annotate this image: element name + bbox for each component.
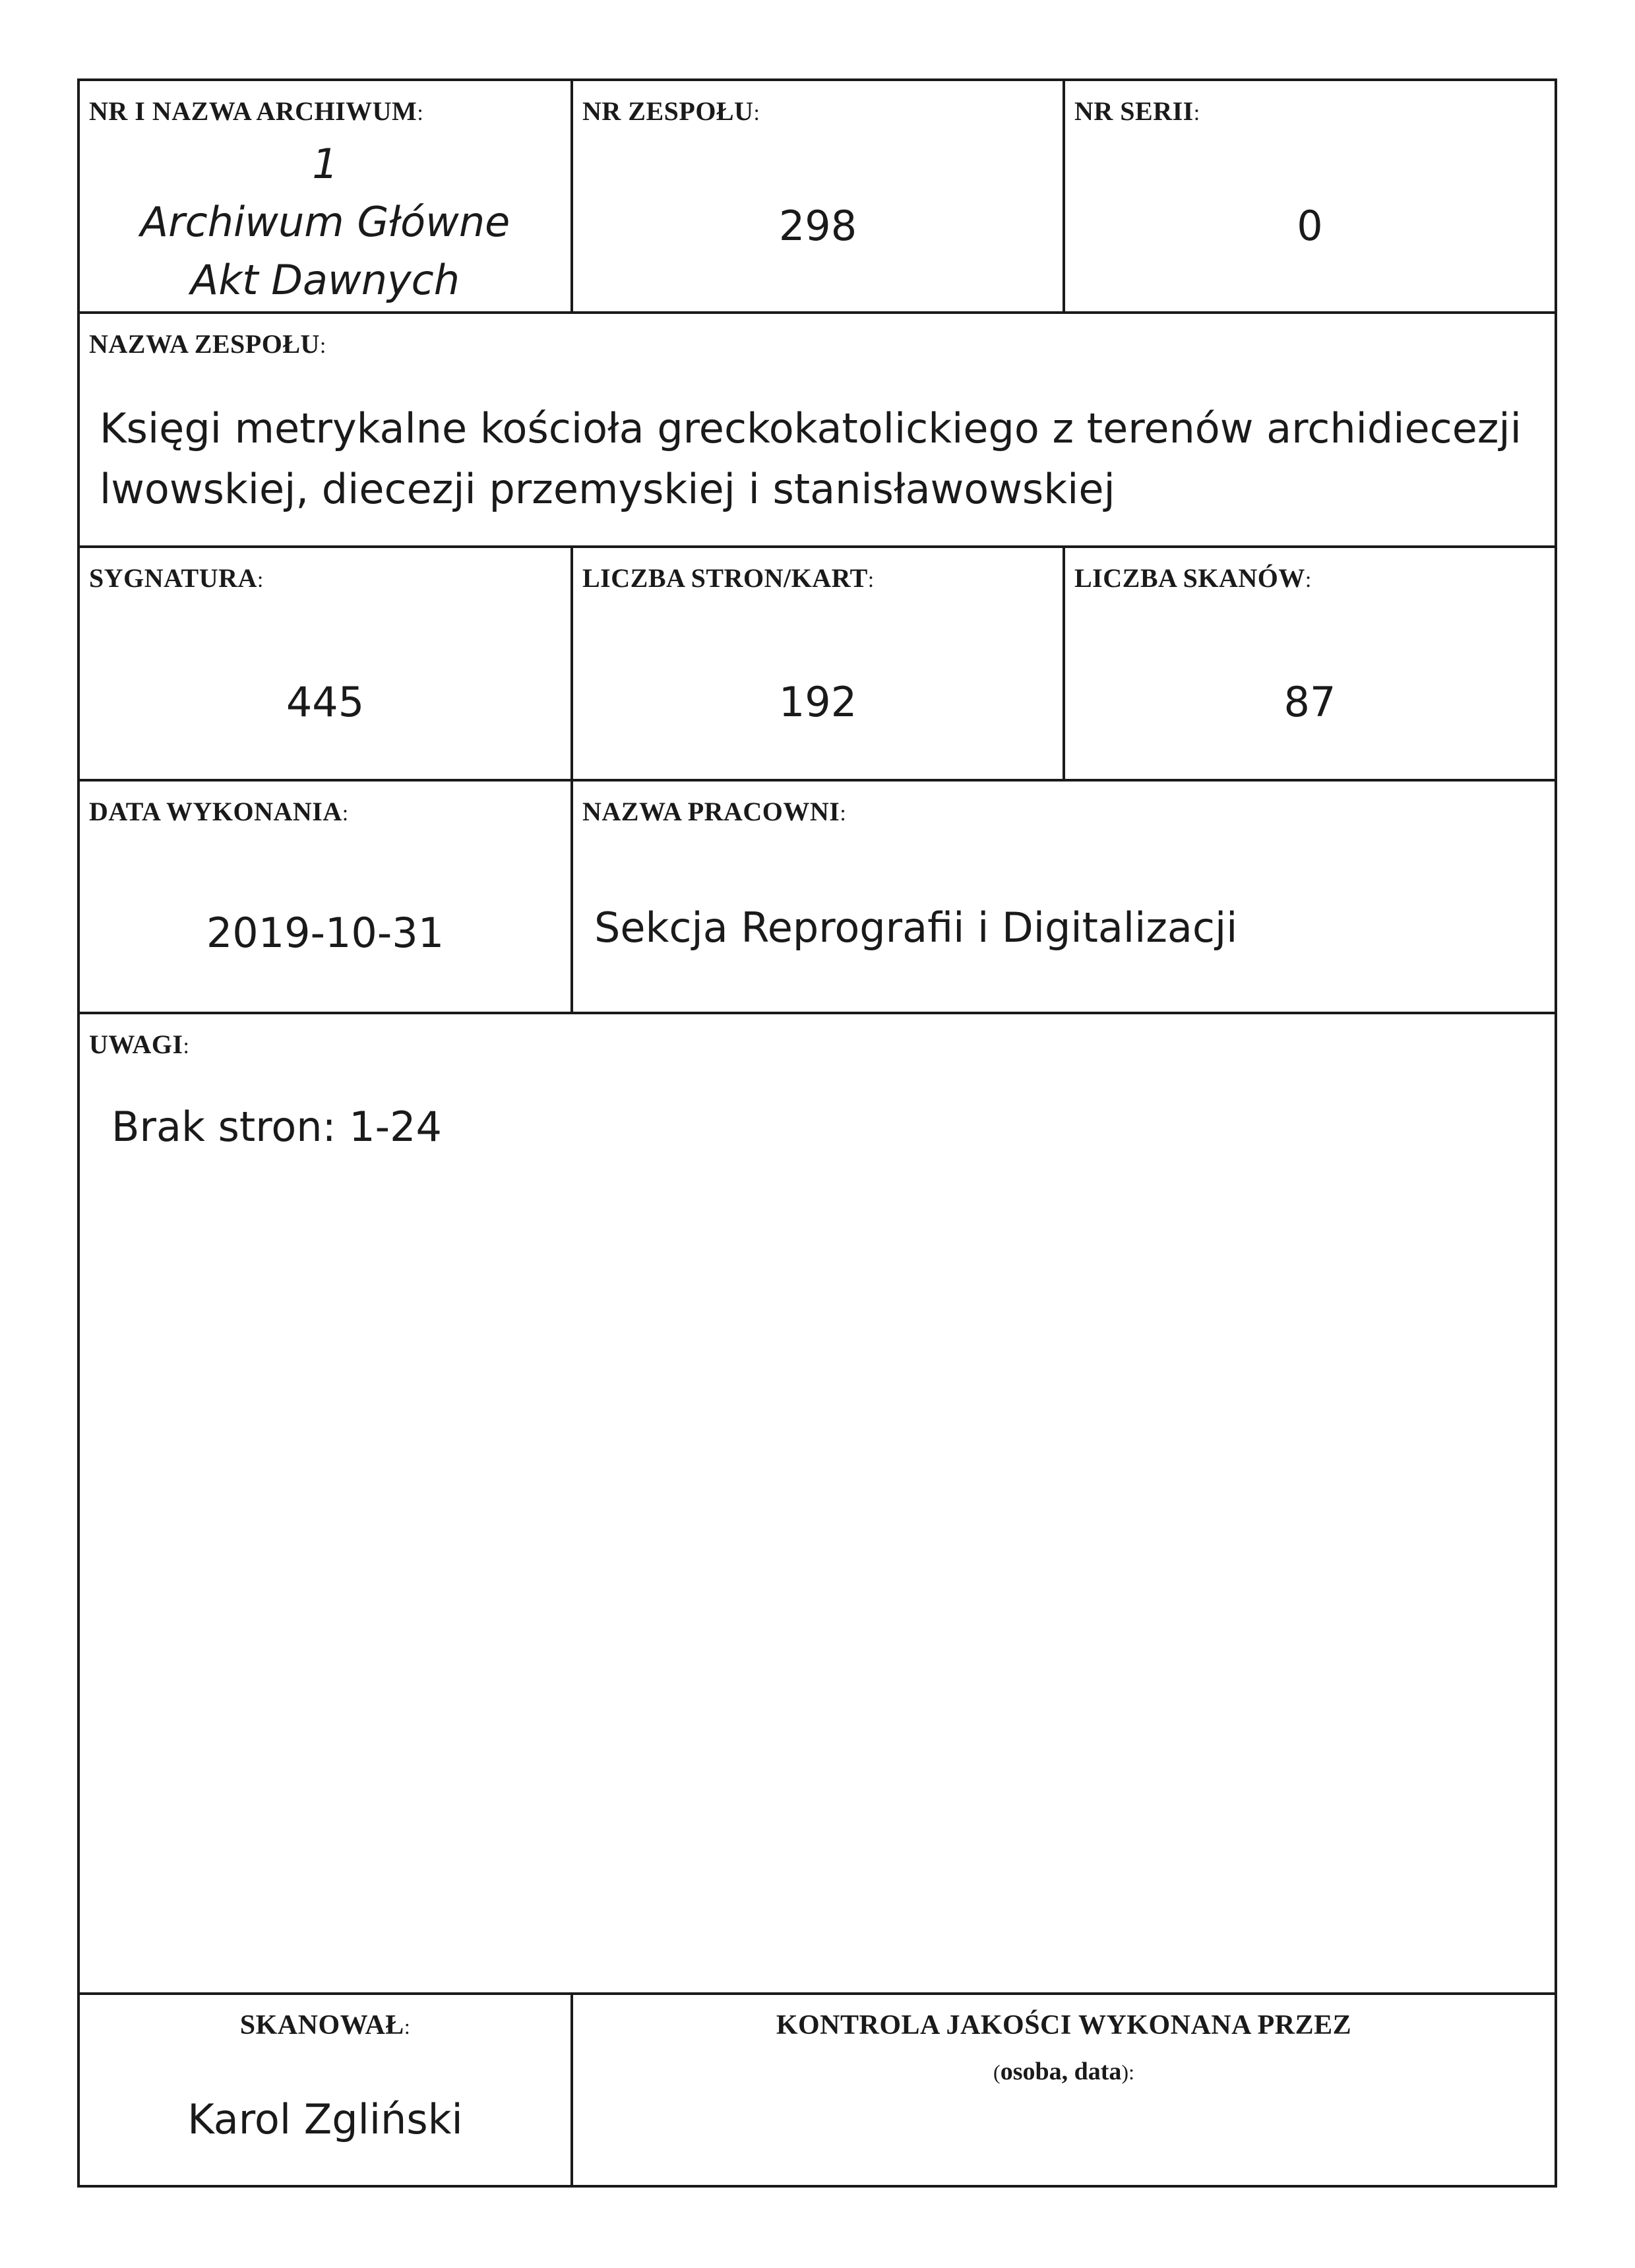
scan-count-cell xyxy=(1065,548,1555,779)
execution-date-value: 2019-10-31 xyxy=(206,909,445,957)
scanned-by-cell xyxy=(80,1995,571,2188)
fonds-name-cell xyxy=(80,314,1555,545)
workshop-cell xyxy=(573,782,1555,1012)
page-count-label: LICZBA STRON/KART: xyxy=(582,563,875,593)
archive-label: NR I NAZWA ARCHIWUM: xyxy=(89,96,424,126)
quality-control-sublabel: (osoba, data): xyxy=(993,2058,1134,2085)
series-number-value: 0 xyxy=(1297,202,1323,250)
scanned-by-label: SKANOWAŁ: xyxy=(239,2010,411,2040)
page-count-value: 192 xyxy=(778,678,857,726)
page-count-cell xyxy=(573,548,1063,779)
archive-number: 1 xyxy=(312,140,338,188)
workshop-value: Sekcja Reprografii i Digitalizacji xyxy=(594,904,1238,952)
signature-label: SYGNATURA: xyxy=(89,563,264,593)
scan-count-value: 87 xyxy=(1283,678,1336,726)
remarks-value: Brak stron: 1-24 xyxy=(111,1103,442,1151)
quality-control-label: KONTROLA JAKOŚCI WYKONANA PRZEZ xyxy=(776,2010,1352,2040)
signature-value: 445 xyxy=(286,678,365,726)
metadata-card xyxy=(77,78,1557,2188)
fonds-number-label: NR ZESPOŁU: xyxy=(582,96,760,126)
scanned-by-value: Karol Zgliński xyxy=(187,2095,463,2143)
fonds-name-label: NAZWA ZESPOŁU: xyxy=(89,329,326,359)
remarks-cell xyxy=(80,1014,1555,1992)
archive-name-line2: Akt Dawnych xyxy=(190,256,460,304)
fonds-number-value: 298 xyxy=(778,202,857,250)
archive-cell xyxy=(80,81,571,311)
execution-date-cell xyxy=(80,782,571,1012)
fonds-name-value: Księgi metrykalne kościoła greckokatolickiego z terenów archidiecezji lwowskiej, diecezji przemyskiej i stanisławowskiej xyxy=(100,404,1522,513)
fonds-number-cell xyxy=(573,81,1063,311)
scan-count-label: LICZBA SKANÓW: xyxy=(1074,563,1312,593)
signature-cell xyxy=(80,548,571,779)
archive-name-line1: Archiwum Główne xyxy=(140,198,510,246)
workshop-label: NAZWA PRACOWNI: xyxy=(582,797,847,826)
quality-control-cell xyxy=(573,1995,1555,2188)
execution-date-label: DATA WYKONANIA: xyxy=(89,797,349,826)
remarks-label: UWAGI: xyxy=(89,1029,190,1059)
series-number-label: NR SERII: xyxy=(1074,96,1200,126)
archive-value xyxy=(80,135,571,309)
series-number-cell xyxy=(1065,81,1555,311)
